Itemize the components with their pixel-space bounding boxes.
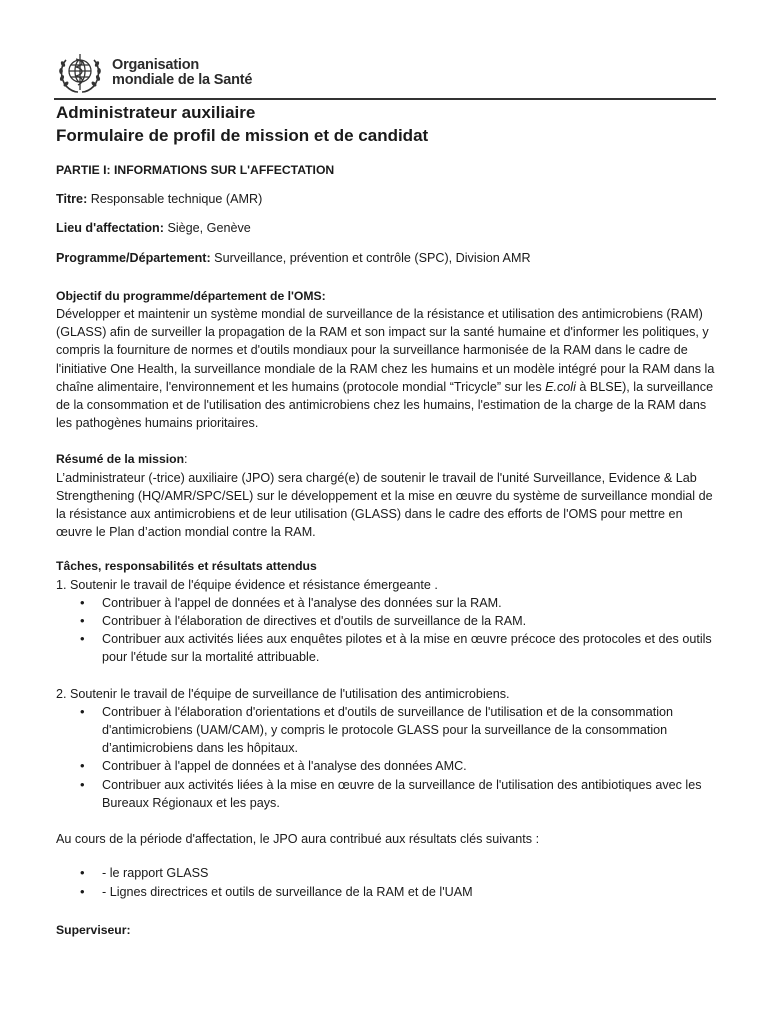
document-body xyxy=(56,101,718,939)
task-group2-title: 2. Soutenir le travail de l'équipe de surveillance de l'utilisation des antimicrobiens. xyxy=(56,686,510,701)
field-value: Responsable technique (AMR) xyxy=(87,192,263,207)
organization-name xyxy=(112,58,252,89)
tasks-heading: Tâches, responsabilités et résultats attendus xyxy=(56,559,317,574)
list-item: • - Lignes directrices et outils de surveillance de la RAM et de l'UAM xyxy=(74,883,718,901)
task-group1-title: 1. Soutenir le travail de l'équipe évidence et résistance émergeante . xyxy=(56,577,438,592)
title-line2: Formulaire de profil de mission et de candidat xyxy=(56,126,429,145)
field-programme xyxy=(56,249,718,267)
field-label: Lieu d'affectation: xyxy=(56,221,164,236)
field-value: Siège, Genève xyxy=(163,221,251,236)
who-emblem-icon xyxy=(54,50,106,96)
part1-heading: PARTIE I: INFORMATIONS SUR L'AFFECTATION xyxy=(56,163,335,177)
summary-text: L’administrateur (-trice) auxiliaire (JPO) sera chargé(e) de soutenir le travail de l'unité Surveillance, Evidence & Lab Strengthening (HQ/AMR/SPC/SEL) sur le développement et la mise en œuvre du système de surveillance mondial de la résistance aux antimicrobiens et de leur utilisation (GLASS) dans le cadre des efforts de l'OMS pour mettre en œuvre le Plan d’action mondial contre la RAM. xyxy=(56,470,713,540)
field-title xyxy=(56,190,718,208)
list-item: • Contribuer aux activités liées aux enquêtes pilotes et à la mise en œuvre précoce des protocoles et des outils pour l'étude sur la mortalité attribuable. xyxy=(74,630,718,666)
org-name-line2: mondiale de la Santé xyxy=(112,72,253,88)
org-name-line1: Organisation xyxy=(112,56,200,73)
task-group2-list xyxy=(74,703,718,812)
title-line1: Administrateur auxiliaire xyxy=(56,103,256,122)
field-duty-station xyxy=(56,219,718,237)
task-group1-list xyxy=(74,594,718,667)
ecoli-italic: E.coli xyxy=(545,379,576,394)
header-divider xyxy=(54,98,716,100)
field-label: Programme/Département: xyxy=(56,250,211,265)
summary-heading: Résumé de la mission: xyxy=(56,452,188,467)
results-list xyxy=(74,864,718,900)
objective-heading: Objectif du programme/département de l'OMS: xyxy=(56,288,326,303)
list-item: • - le rapport GLASS xyxy=(74,864,718,882)
objective-text: Développer et maintenir un système mondial de surveillance de la résistance et utilisation des antimicrobiens (RAM) (GLASS) afin de surveiller la propagation de la RAM et son impact sur la santé humaine et d'informer les politiques, y compris la fourniture de normes et d'outils mondiaux pour la surveillance harmonisée de la RAM dans le cadre de l'initiative One Health, la surveillance mondiale de la RAM chez les humains et un modèle intégré pour la RAM dans la chaîne alimentaire, l'environnement et les humains (protocole mondial “Tricycle” sur les E.coli à BLSE), la surveillance de la consommation et de l'utilisation des antimicrobiens chez les humains, l'estimation de la charge de la RAM dans les pathogènes humains prioritaires. xyxy=(56,307,715,431)
supervisor-heading: Superviseur: xyxy=(56,922,131,937)
list-item: • Contribuer à l'élaboration d'orientations et d'outils de surveillance de l'utilisation et de la consommation d'antimicrobiens (UAM/CAM), y compris le protocole GLASS pour la surveillance de la consommation d’antimicrobiens dans les hôpitaux. xyxy=(74,703,718,758)
field-label: Titre: xyxy=(56,192,88,207)
list-item: • Contribuer à l'appel de données et à l'analyse des données AMC. xyxy=(74,757,718,775)
document-title xyxy=(56,101,718,147)
list-item: • Contribuer à l'appel de données et à l'analyse des données sur la RAM. xyxy=(74,594,718,612)
list-item: • Contribuer à l'élaboration de directives et d'outils de surveillance de la RAM. xyxy=(74,612,718,630)
document-header xyxy=(54,50,252,96)
list-item: • Contribuer aux activités liées à la mise en œuvre de la surveillance de l'utilisation des antibiotiques avec les Bureaux Régionaux et les pays. xyxy=(74,776,718,812)
field-value: Surveillance, prévention et contrôle (SPC), Division AMR xyxy=(210,250,531,265)
results-intro: Au cours de la période d'affectation, le JPO aura contribué aux résultats clés suivants : xyxy=(56,832,540,847)
